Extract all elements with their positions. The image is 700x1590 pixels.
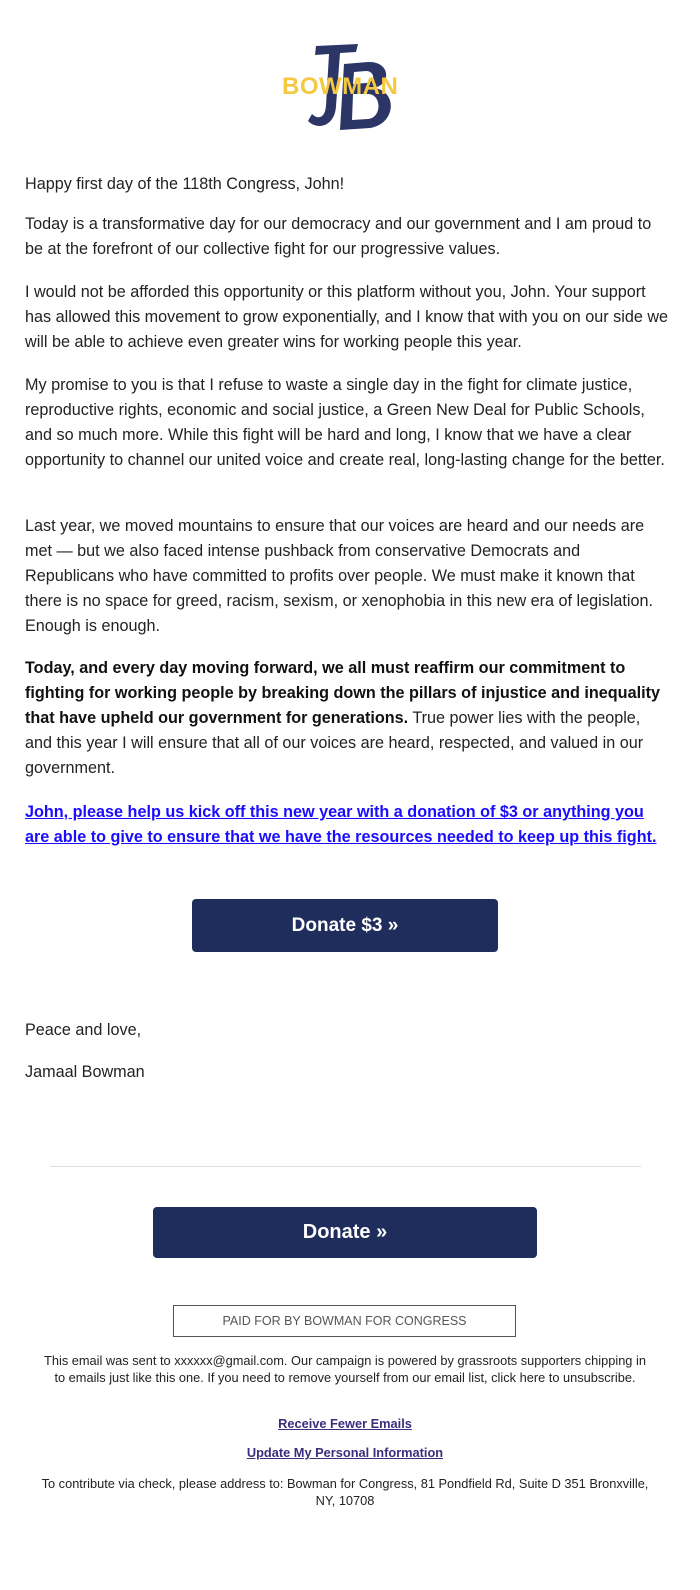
greeting-text: Happy first day of the 118th Congress, John! <box>25 175 345 193</box>
footer-mailing-address: To contribute via check, please address to: Bowman for Congress, 81 Pondfield Rd, Suite D 351 Bronxville, NY, 10708 <box>41 1476 649 1508</box>
paragraph-3-text: My promise to you is that I refuse to waste a single day in the fight for climate justice, reproductive rights, economic and social justice, a Green New Deal for Public Schools, and so much more. While this fight will be hard and long, I know that we have a clear opportunity to channel our united voice and create real, long-lasting change for the better. <box>25 376 665 469</box>
footer-sent-notice: This email was sent to xxxxxx@gmail.com. Our campaign is powered by grassroots supporters chipping in to emails just like this one. If you need to remove yourself from our email list, click here to unsubscribe. <box>44 1353 646 1385</box>
paragraph-5-rest: True power lies with the people, and this year I will ensure that all of our voices are heard, respected, and valued in our government. <box>25 709 644 777</box>
signature <box>25 1060 670 1085</box>
greeting <box>25 172 670 197</box>
paragraph-2-text: I would not be afforded this opportunity or this platform without you, John. Your support has allowed this movement to grow exponentially, and I know that with you on our side we will be able to achieve even greater wins for working people this year. <box>25 283 669 351</box>
paragraph-5-bold: Today, and every day moving forward, we all must reaffirm our commitment to fighting for working people by breaking down the pillars of injustice and inequality that have upheld our government for generations. <box>25 659 660 727</box>
donate-3-button[interactable]: Donate $3 » <box>192 899 498 952</box>
signoff <box>25 1018 670 1043</box>
paragraph-1-text: Today is a transformative day for our democracy and our government and I am proud to be at the forefront of our collective fight for our progressive values. <box>25 215 652 258</box>
donation-ask-link[interactable]: John, please help us kick off this new year with a donation of $3 or anything you are able to give to ensure that we have the resources needed to keep up this fight. <box>25 803 657 846</box>
bowman-logo <box>278 36 416 140</box>
signoff-text: Peace and love, <box>25 1021 142 1039</box>
paragraph-2 <box>25 280 670 355</box>
paragraph-4 <box>25 514 670 639</box>
logo-graphic <box>278 36 416 140</box>
donation-ask <box>25 800 670 850</box>
logo-wordmark: BOWMAN <box>282 73 399 100</box>
paragraph-5 <box>25 656 670 781</box>
paragraph-1 <box>25 212 670 262</box>
signature-text: Jamaal Bowman <box>25 1063 145 1081</box>
paragraph-4-text: Last year, we moved mountains to ensure that our voices are heard and our needs are met — but we also faced intense pushback from conservative Democrats and Republicans who have committed to profits over people. We must make it known that there is no space for greed, racism, sexism, or xenophobia in this new era of legislation. Enough is enough. <box>25 517 654 635</box>
receive-fewer-emails-link[interactable]: Receive Fewer Emails <box>278 1416 412 1431</box>
paragraph-3 <box>25 373 670 473</box>
donation-ask-paragraph <box>25 800 670 850</box>
paragraph-5-text <box>25 656 670 781</box>
update-personal-info-link[interactable]: Update My Personal Information <box>246 1445 444 1460</box>
footer-divider <box>50 1166 641 1167</box>
donate-button[interactable]: Donate » <box>153 1207 537 1258</box>
paid-for-disclaimer: PAID FOR BY BOWMAN FOR CONGRESS <box>173 1305 516 1337</box>
